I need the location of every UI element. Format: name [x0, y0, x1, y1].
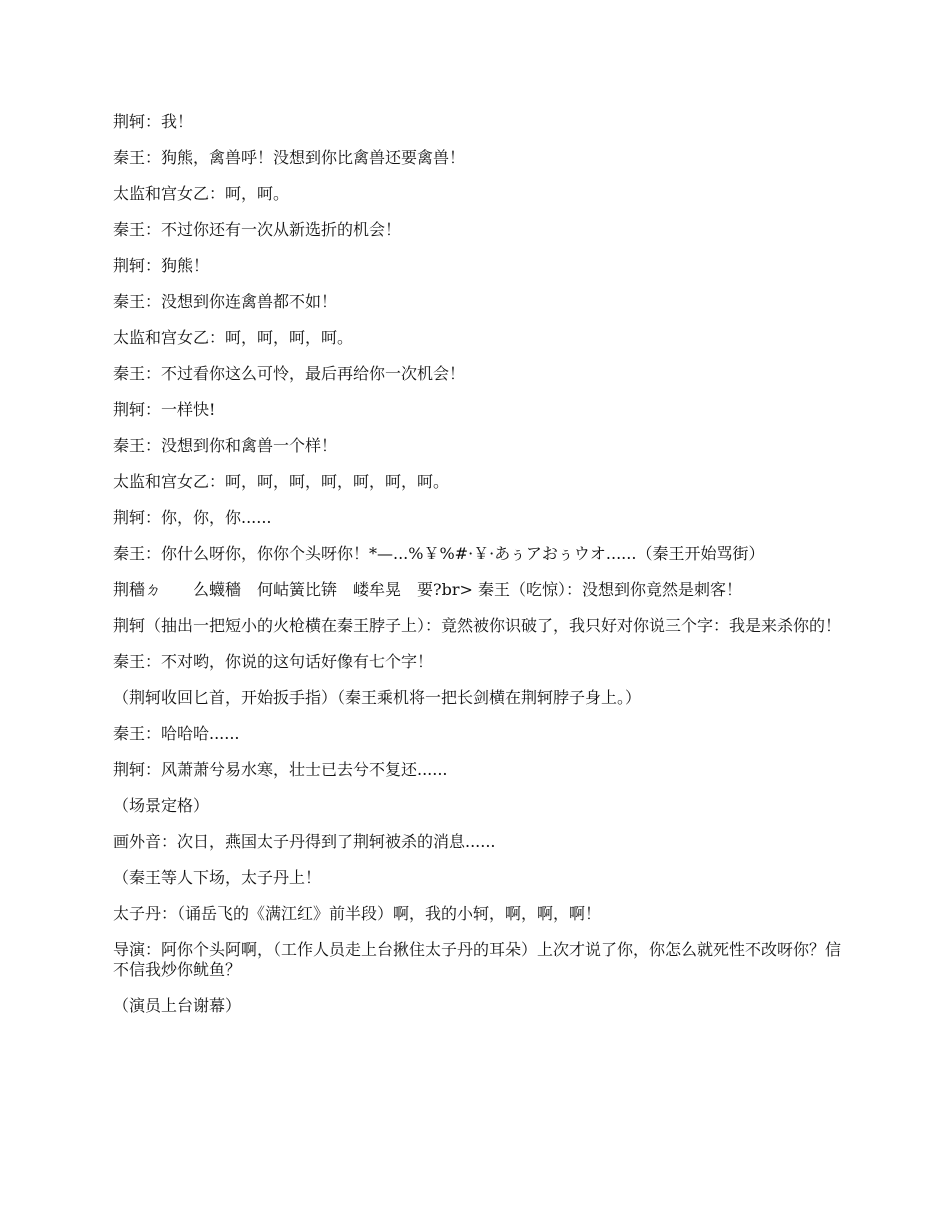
dialogue-line: 秦王：狗熊，禽兽呼！没想到你比禽兽还要禽兽！: [113, 148, 466, 167]
script-text-body: [113, 112, 843, 1032]
dialogue-line: 秦王：没想到你连禽兽都不如！: [113, 292, 338, 311]
dialogue-line: 太监和宫女乙：呵，呵，呵，呵，呵，呵，呵。: [113, 472, 450, 491]
dialogue-line: 荆轲：狗熊！: [113, 256, 210, 275]
dialogue-line: 荆轲：风萧萧兮易水寒，壮士已去兮不复还......: [113, 760, 448, 779]
dialogue-line: 荆轲（抽出一把短小的火枪横在秦王脖子上）：竟然被你识破了，我只好对你说三个字：我是来杀你的！: [113, 616, 842, 635]
dialogue-line: 画外音：次日，燕国太子丹得到了荆轲被杀的消息......: [113, 832, 496, 851]
dialogue-line: 秦王：没想到你和禽兽一个样！: [113, 436, 338, 455]
stage-direction: （荆轲收回匕首，开始扳手指）（秦王乘机将一把长剑横在荆轲脖子身上。）: [113, 688, 642, 707]
dialogue-line: 秦王：不过你还有一次从新选折的机会！: [113, 220, 402, 239]
dialogue-line: 太监和宫女乙：呵，呵。: [113, 184, 290, 203]
dialogue-line: 荆穡ㄉ 么蠛穡 何岵簧比锛 嵝牟晃 要?br> 秦王（吃惊）：没想到你竟然是刺客！: [113, 580, 742, 599]
dialogue-line: 秦王：不对哟，你说的这句话好像有七个字！: [113, 652, 434, 671]
dialogue-line: 太监和宫女乙：呵，呵，呵，呵。: [113, 328, 354, 347]
dialogue-line: 秦王：不过看你这么可怜，最后再给你一次机会！: [113, 364, 466, 383]
dialogue-line: 太子丹：（诵岳飞的《满江红》前半段）啊，我的小轲，啊，啊，啊！: [113, 904, 602, 923]
stage-direction: （演员上台谢幕）: [113, 996, 242, 1015]
dialogue-line: 导演：阿你个头阿啊，（工作人员走上台揪住太子丹的耳朵）上次才说了你，你怎么就死性不改呀你？信不信我炒你鱿鱼？: [113, 940, 842, 979]
dialogue-line: 秦王：哈哈哈......: [113, 724, 240, 743]
dialogue-line: 秦王：你什么呀你，你你个头呀你！*—...%￥%#·￥·あぅアおぅウオ......（秦王开始骂街）: [113, 544, 765, 563]
dialogue-line: 荆轲：你，你，你......: [113, 508, 272, 527]
stage-direction: （场景定格）: [113, 796, 210, 815]
stage-direction: （秦王等人下场，太子丹上！: [113, 868, 322, 887]
dialogue-line: 荆轲：我！: [113, 112, 194, 131]
dialogue-line: 荆轲：一样快!: [113, 400, 216, 419]
